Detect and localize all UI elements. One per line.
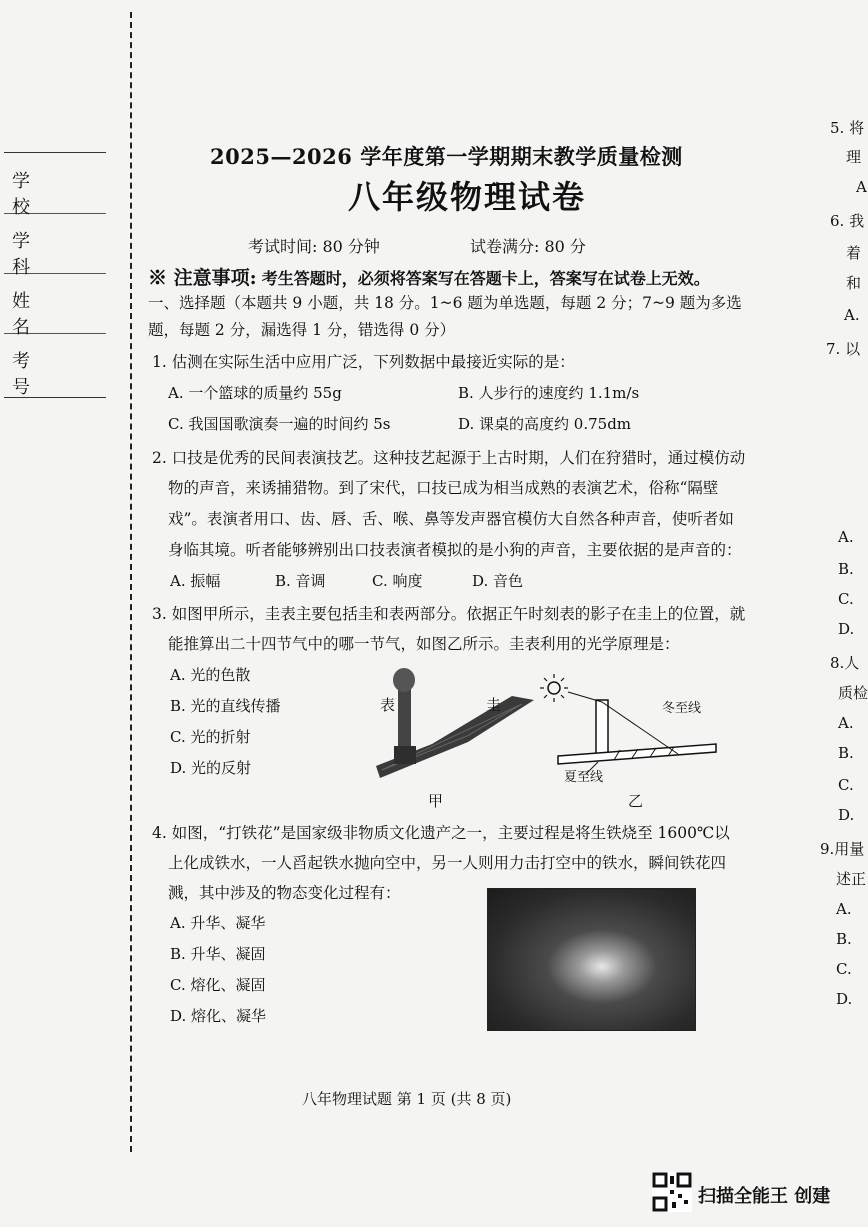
section1-line1: 一、选择题（本题共 9 小题，共 18 分。1~6 题为单选题，每题 2 分；7~9 题为多选	[148, 294, 742, 312]
right-fragment: 质检	[838, 684, 868, 702]
iron-flower-photo	[487, 888, 696, 1031]
section1-line2: 题，每题 2 分，漏选得 1 分，错选得 0 分）	[148, 321, 456, 339]
right-fragment: A.	[836, 900, 852, 918]
q4-option-d: D. 熔化、凝华	[170, 1007, 267, 1025]
q1-option-c: C. 我国国歌演奏一遍的时间约 5s	[168, 415, 391, 433]
fig-label-summer: 夏至线	[564, 770, 604, 785]
q3-option-a: A. 光的色散	[170, 666, 251, 684]
right-fragment: B.	[838, 744, 854, 762]
page-footer: 八年物理试题 第 1 页 (共 8 页)	[302, 1090, 512, 1108]
fig-label-yi: 乙	[628, 792, 644, 810]
q1-option-b: B. 人步行的速度约 1.1m/s	[458, 384, 640, 402]
q2-option-a: A. 振幅	[170, 572, 221, 590]
q1-option-a: A. 一个篮球的质量约 55g	[168, 384, 342, 402]
right-fragment: 9.用量	[820, 840, 865, 858]
q4-option-a: A. 升华、凝华	[170, 914, 266, 932]
fig-label-biao: 表	[380, 696, 396, 714]
info-exam-number: 考 号	[12, 351, 54, 398]
q2-option-c: C. 响度	[372, 572, 423, 590]
right-fragment: A	[856, 178, 867, 196]
q4-line2: 上化成铁水，一人舀起铁水抛向空中，另一人则用力击打空中的铁水，瞬间铁花四	[168, 854, 727, 872]
right-fragment: D.	[838, 620, 855, 638]
figure-jia-gnomon	[372, 660, 537, 785]
q4-option-b: B. 升华、凝固	[170, 945, 266, 963]
notice-label: ※ 注意事项:	[148, 267, 257, 289]
exam-title-line1: 2025—2026 学年度第一学期期末教学质量检测	[210, 144, 683, 169]
right-fragment: D.	[838, 806, 855, 824]
right-fragment: D.	[836, 990, 853, 1008]
right-fragment: A.	[838, 714, 854, 732]
q2-line1: 2. 口技是优秀的民间表演技艺。这种技艺起源于上古时期，人们在狩猎时，通过模仿动	[152, 449, 746, 467]
q1-stem: 1. 估测在实际生活中应用广泛，下列数据中最接近实际的是：	[152, 353, 575, 371]
notice	[148, 263, 710, 290]
q3-line1: 3. 如图甲所示，圭表主要包括圭和表两部分。依据正午时刻表的影子在圭上的位置，就	[152, 605, 746, 623]
right-fragment: 述正	[836, 870, 867, 888]
exam-score: 试卷满分: 80 分	[470, 237, 586, 256]
right-fragment: A.	[838, 528, 854, 546]
q3-option-d: D. 光的反射	[170, 759, 252, 777]
q2-line3: 戏”。表演者用口、齿、唇、舌、喉、鼻等发声器官模仿大自然各种声音，使听者如	[168, 510, 734, 528]
q4-line3: 溅，其中涉及的物态变化过程有：	[168, 884, 401, 902]
binding-line	[130, 12, 132, 1152]
right-fragment: 6. 我	[830, 212, 865, 230]
q2-option-d: D. 音色	[472, 572, 524, 590]
scanner-watermark: 扫描全能王 创建	[698, 1186, 831, 1207]
exam-time: 考试时间: 80 分钟	[248, 237, 380, 256]
exam-title-line2: 八年级物理试卷	[348, 178, 587, 216]
fig-label-winter: 冬至线	[662, 701, 702, 716]
right-fragment: 理	[846, 148, 862, 166]
student-info-box	[4, 152, 106, 398]
right-fragment: 7. 以	[826, 340, 861, 358]
info-name: 姓 名	[4, 273, 106, 334]
q1-option-d: D. 课桌的高度约 0.75dm	[458, 415, 632, 433]
q3-option-c: C. 光的折射	[170, 728, 251, 746]
q3-option-b: B. 光的直线传播	[170, 697, 281, 715]
info-school: 学 校	[4, 153, 106, 214]
q2-option-b: B. 音调	[275, 572, 326, 590]
qr-code-icon	[652, 1172, 692, 1212]
q4-option-c: C. 熔化、凝固	[170, 976, 266, 994]
fig-label-gui: 圭	[486, 696, 502, 714]
right-fragment: 着	[846, 244, 862, 262]
q4-line1: 4. 如图，“打铁花”是国家级非物质文化遗产之一，主要过程是将生铁烧至 1600℃以	[152, 824, 730, 842]
right-fragment: B.	[836, 930, 852, 948]
info-subject: 学 科	[4, 213, 106, 274]
q2-line4: 身临其境。听者能够辨别出口技表演者模拟的是小狗的声音，主要依据的是声音的：	[168, 541, 742, 559]
right-fragment: 和	[846, 274, 862, 292]
fig-label-jia: 甲	[428, 792, 444, 810]
right-fragment: A.	[844, 306, 860, 324]
q3-line2: 能推算出二十四节气中的哪一节气，如图乙所示。圭表利用的光学原理是：	[168, 635, 680, 653]
right-fragment: 8.人	[830, 654, 860, 672]
q2-line2: 物的声音，来诱捕猎物。到了宋代，口技已成为相当成熟的表演艺术，俗称“隔壁	[168, 479, 719, 497]
right-fragment: 5. 将	[830, 119, 865, 137]
right-fragment: C.	[838, 590, 854, 608]
right-fragment: B.	[838, 560, 854, 578]
notice-text: 考生答题时，必须将答案写在答题卡上，答案写在试卷上无效。	[261, 269, 710, 288]
right-fragment: C.	[838, 776, 854, 794]
right-fragment: C.	[836, 960, 852, 978]
